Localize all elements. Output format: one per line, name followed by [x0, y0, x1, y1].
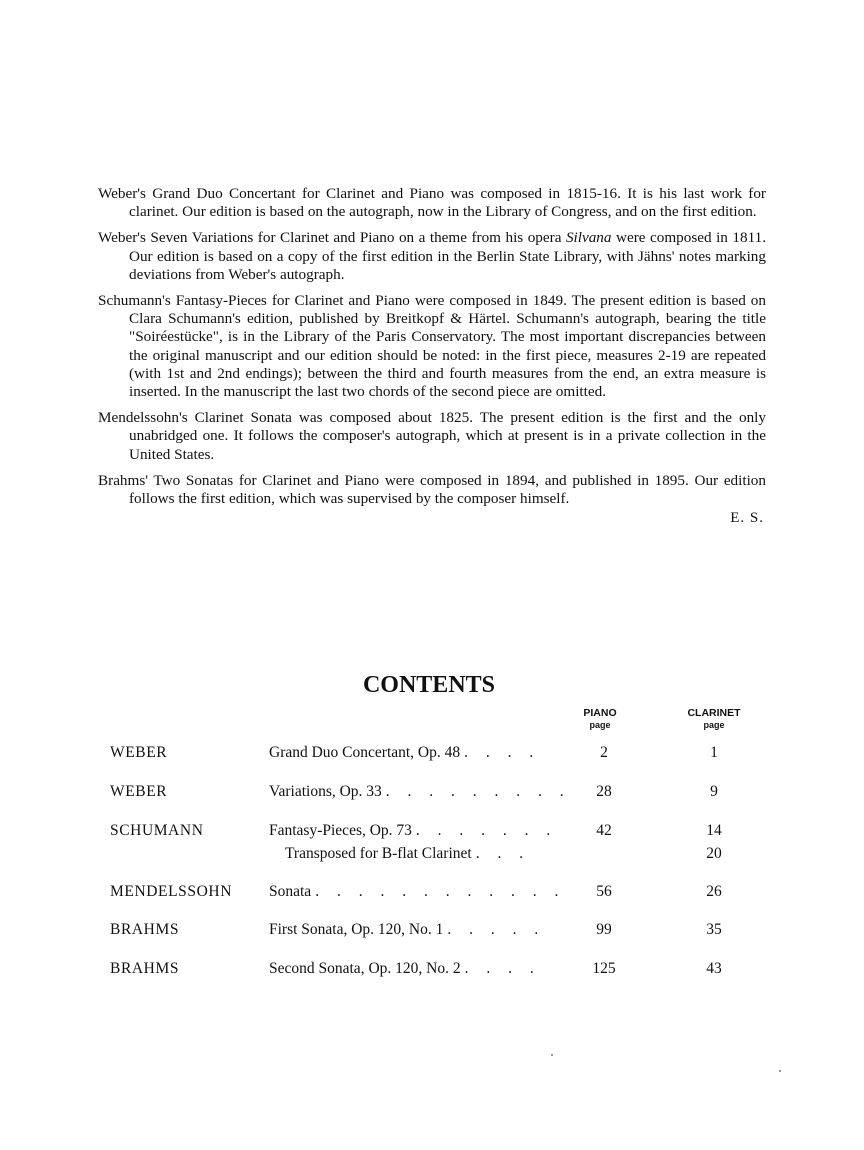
contents-row	[0, 744, 864, 766]
preface-notes	[98, 185, 766, 527]
work-title: Fantasy-Pieces, Op. 73 . . . . . . .	[269, 822, 558, 839]
piano-page: 56	[596, 883, 612, 900]
opera-title: Silvana	[565, 229, 612, 247]
composer-name: WEBER	[110, 783, 168, 800]
clarinet-page: 43	[706, 960, 722, 977]
clarinet-page: 1	[710, 744, 718, 761]
composer-name: SCHUMANN	[110, 822, 204, 839]
composer-name: BRAHMS	[110, 960, 180, 977]
piano-page: 2	[600, 744, 608, 761]
piano-column-header: PIANO page	[583, 707, 617, 730]
contents-row	[0, 921, 864, 943]
clarinet-column-header: CLARINET page	[687, 707, 741, 730]
composer-name: MENDELSSOHN	[110, 883, 232, 900]
piano-page: 42	[596, 822, 612, 839]
contents-row	[0, 960, 864, 982]
contents-row	[0, 845, 864, 867]
note-weber-variations: Weber's Seven Variations for Clarinet and Piano on a theme from his opera Silvana were composed in 1811. Our edition is based on a copy of the first edition in the Berlin State Library, with Jähns' notes marking deviations from Weber's autograph.	[98, 229, 766, 283]
piano-page: 125	[592, 960, 616, 977]
piano-page: 28	[596, 783, 612, 800]
work-title: Grand Duo Concertant, Op. 48 . . . .	[269, 744, 541, 761]
signature-initials: E. S.	[730, 510, 764, 527]
piano-page: 99	[596, 921, 612, 938]
clarinet-page: 20	[706, 845, 722, 862]
note-schumann: Schumann's Fantasy-Pieces for Clarinet and Piano were composed in 1849. The present edition is based on Clara Schumann's edition, published by Breitkopf & Härtel. Schumann's autograph, bearing the title "Soiréestücke", is in the Library of the Paris Conservatory. The most important discrepancies between the original manuscript and our edition should be noted: in the first piece, measures 2-19 are repeated (with 1st and 2nd endings); between the third and fourth measures from the end, an extra measure is inserted. In the manuscript the last two chords of the second piece are omitted.	[98, 292, 766, 401]
work-title: Sonata . . . . . . . . . . . .	[269, 883, 566, 900]
composer-name: WEBER	[110, 744, 168, 761]
note-brahms: Brahms' Two Sonatas for Clarinet and Piano were composed in 1894, and published in 1895. Our edition follows the first edition, which was supervised by the composer himself.	[98, 471, 766, 508]
composer-name: BRAHMS	[110, 921, 180, 938]
scan-speck	[551, 1054, 553, 1056]
clarinet-page: 35	[706, 921, 722, 938]
work-title: First Sonata, Op. 120, No. 1 . . . . .	[269, 921, 546, 938]
work-title: Transposed for B-flat Clarinet . . .	[285, 845, 531, 862]
contents-row	[0, 783, 864, 805]
scan-speck	[779, 1070, 781, 1072]
work-title: Second Sonata, Op. 120, No. 2 . . . .	[269, 960, 541, 977]
clarinet-page: 14	[706, 822, 722, 839]
contents-row	[0, 883, 864, 905]
clarinet-page: 26	[706, 883, 722, 900]
work-title: Variations, Op. 33 . . . . . . . . .	[269, 783, 571, 800]
contents-heading: CONTENTS	[362, 672, 496, 698]
clarinet-page: 9	[710, 783, 718, 800]
note-weber-grand-duo: Weber's Grand Duo Concertant for Clarinet and Piano was composed in 1815-16. It is his last work for clarinet. Our edition is based on the autograph, now in the Library of Congress, and on the first edition.	[98, 185, 766, 221]
note-mendelssohn: Mendelssohn's Clarinet Sonata was composed about 1825. The present edition is the first and the only unabridged one. It follows the composer's autograph, which at present is in a private collection in the United States.	[98, 409, 766, 463]
contents-row	[0, 822, 864, 844]
